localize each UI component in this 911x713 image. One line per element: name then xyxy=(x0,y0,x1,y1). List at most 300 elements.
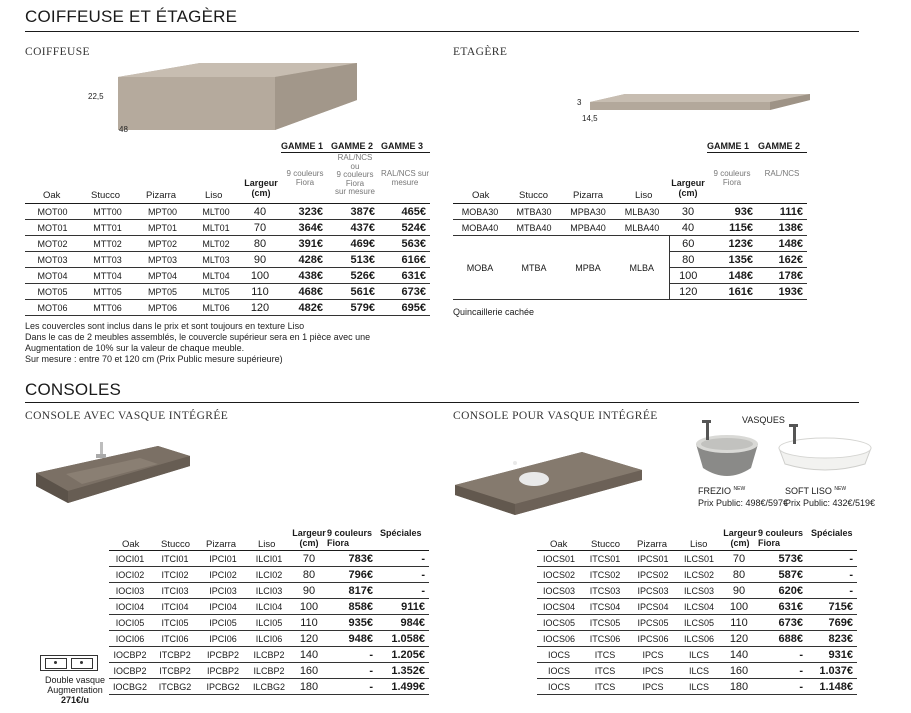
product-code: MTBA40 xyxy=(507,220,561,236)
product-code: IPCS xyxy=(629,679,677,695)
product-code: MLT05 xyxy=(190,284,242,300)
product-code: ILCBG2 xyxy=(247,679,291,695)
product-code: MOT05 xyxy=(25,284,80,300)
price-value: - xyxy=(757,647,807,663)
width-value: 80 xyxy=(669,252,707,268)
console-vasque-label: CONSOLE AVEC VASQUE INTÉGRÉE xyxy=(25,410,229,422)
product-code: ITCS01 xyxy=(581,551,629,567)
price-value: 688€ xyxy=(757,631,807,647)
coiffeuse-col-largeur: Largeur (cm) xyxy=(244,178,278,198)
col-oak: Oak xyxy=(43,190,61,201)
product-code: MPBA30 xyxy=(561,204,615,220)
g2-sub-line: Fiora xyxy=(345,178,365,188)
price-value: 931€ xyxy=(807,647,857,663)
price-value: - xyxy=(757,663,807,679)
console-pour-vasque-product-image xyxy=(452,440,652,525)
product-code: ITCI02 xyxy=(151,567,199,583)
product-code: ILCBP2 xyxy=(247,663,291,679)
double-vasque-icon xyxy=(40,655,98,671)
product-code: ITCI05 xyxy=(151,615,199,631)
price-value: 465€ xyxy=(379,204,430,220)
price-value: 561€ xyxy=(327,284,379,300)
coiffeuse-g2-sub xyxy=(329,154,381,197)
price-value: - xyxy=(377,583,429,599)
product-code: MOBA40 xyxy=(453,220,507,236)
product-code: IPCS04 xyxy=(629,599,677,615)
double-vasque-note xyxy=(38,675,112,705)
product-code: IOCI02 xyxy=(109,567,151,583)
product-code: MOT01 xyxy=(25,220,80,236)
price-value: 817€ xyxy=(327,583,377,599)
etagere-col-largeur: Largeur (cm) xyxy=(671,178,705,198)
table-row xyxy=(537,647,857,663)
coiffeuse-g3-sub: RAL/NCS sur mesure xyxy=(381,169,430,187)
console-vasque-table xyxy=(109,551,429,695)
product-code: IPCI06 xyxy=(199,631,247,647)
col-fiora: 9 couleurs Fiora xyxy=(758,528,804,548)
price-value: 178€ xyxy=(757,268,807,284)
product-code: IPCI02 xyxy=(199,567,247,583)
price-value: - xyxy=(377,567,429,583)
width-value: 110 xyxy=(291,615,327,631)
product-code: IOCS06 xyxy=(537,631,581,647)
product-code: ILCI02 xyxy=(247,567,291,583)
price-value: 823€ xyxy=(807,631,857,647)
softliso-label: SOFT LISO xyxy=(785,486,832,496)
product-code: MPT03 xyxy=(135,252,190,268)
product-code: IPCI05 xyxy=(199,615,247,631)
console-pour-vasque-table xyxy=(537,551,857,695)
console-pour-vasque-label: CONSOLE POUR VASQUE INTÉGRÉE xyxy=(453,410,658,422)
width-value: 100 xyxy=(669,268,707,284)
table-row xyxy=(453,220,807,236)
product-code: MLT01 xyxy=(190,220,242,236)
table-row xyxy=(109,679,429,695)
g2-sub-line: RAL/NCS xyxy=(337,153,373,162)
product-code: IOCI04 xyxy=(109,599,151,615)
price-value: 123€ xyxy=(707,236,757,252)
softliso-new-badge: NEW xyxy=(834,486,847,492)
double-vasque-line: Augmentation xyxy=(47,685,103,695)
product-code: IOCS02 xyxy=(537,567,581,583)
product-code: ILCS01 xyxy=(677,551,721,567)
price-value: 115€ xyxy=(707,220,757,236)
product-code: MLT00 xyxy=(190,204,242,220)
product-code: MPT01 xyxy=(135,220,190,236)
price-value: 1.352€ xyxy=(377,663,429,679)
note-line: Dans le cas de 2 meubles assemblés, le couvercle supérieur sera en 1 pièce avec une xyxy=(25,332,371,342)
product-code: IOCS05 xyxy=(537,615,581,631)
width-value: 160 xyxy=(291,663,327,679)
product-code: MTBA30 xyxy=(507,204,561,220)
product-code: MTT06 xyxy=(80,300,135,316)
product-code: ITCBG2 xyxy=(151,679,199,695)
table-row xyxy=(109,631,429,647)
product-code: ITCS05 xyxy=(581,615,629,631)
product-code: IOCS xyxy=(537,663,581,679)
col-largeur: Largeur (cm) xyxy=(292,528,326,548)
coiffeuse-dim-height: 22,5 xyxy=(88,92,104,101)
price-value: - xyxy=(327,647,377,663)
product-code: MOT03 xyxy=(25,252,80,268)
product-code: ITCS04 xyxy=(581,599,629,615)
table-row xyxy=(25,268,430,284)
product-code: ITCBP2 xyxy=(151,663,199,679)
softliso-name xyxy=(785,486,846,496)
product-code: MPBA xyxy=(561,236,615,300)
console-vasque-product-image xyxy=(30,428,200,518)
product-code: IOCBP2 xyxy=(109,647,151,663)
price-value: 587€ xyxy=(757,567,807,583)
table-row xyxy=(537,631,857,647)
price-value: 323€ xyxy=(278,204,327,220)
product-code: IOCBG2 xyxy=(109,679,151,695)
price-value: 468€ xyxy=(278,284,327,300)
product-code: MLBA xyxy=(615,236,669,300)
price-value: 135€ xyxy=(707,252,757,268)
table-row xyxy=(453,236,807,252)
price-value: 715€ xyxy=(807,599,857,615)
table-row xyxy=(537,615,857,631)
col-oak: Oak xyxy=(550,539,568,550)
vasques-product-images xyxy=(693,418,893,486)
frezio-label: FREZIO xyxy=(698,486,731,496)
price-value: 573€ xyxy=(757,551,807,567)
section-title-coiffeuse-etagere: COIFFEUSE ET ÉTAGÈRE xyxy=(25,7,238,26)
table-row xyxy=(25,236,430,252)
coiffeuse-table xyxy=(25,204,430,316)
product-code: IPCS02 xyxy=(629,567,677,583)
price-value: 769€ xyxy=(807,615,857,631)
product-code: IPCS xyxy=(629,647,677,663)
width-value: 140 xyxy=(721,647,757,663)
col-speciales: Spéciales xyxy=(811,528,853,538)
col-liso: Liso xyxy=(258,539,276,550)
etagere-dim-height: 3 xyxy=(577,98,582,107)
product-code: ITCI03 xyxy=(151,583,199,599)
product-code: MOT00 xyxy=(25,204,80,220)
col-stucco: Stucco xyxy=(91,190,121,201)
product-code: ILCS02 xyxy=(677,567,721,583)
product-code: MLT06 xyxy=(190,300,242,316)
product-code: IPCI03 xyxy=(199,583,247,599)
note-line: Sur mesure : entre 70 et 120 cm (Prix Public mesure supérieure) xyxy=(25,354,283,364)
product-code: ITCI01 xyxy=(151,551,199,567)
width-value: 80 xyxy=(242,236,278,252)
etagere-g1-sub: 9 couleurs Fiora xyxy=(713,169,751,187)
price-value: 1.499€ xyxy=(377,679,429,695)
table-row xyxy=(25,284,430,300)
width-value: 30 xyxy=(669,204,707,220)
product-code: ITCS xyxy=(581,663,629,679)
width-value: 70 xyxy=(291,551,327,567)
product-code: IOCS04 xyxy=(537,599,581,615)
col-pizarra: Pizarra xyxy=(573,190,604,201)
product-code: IOCS01 xyxy=(537,551,581,567)
frezio-new-badge: NEW xyxy=(733,486,746,492)
price-value: 935€ xyxy=(327,615,377,631)
price-value: 438€ xyxy=(278,268,327,284)
width-value: 100 xyxy=(291,599,327,615)
price-value: 193€ xyxy=(757,284,807,300)
col-largeur: Largeur (cm) xyxy=(723,528,757,548)
coiffeuse-gamme-1: GAMME 1 xyxy=(281,141,324,151)
product-code: ILCS xyxy=(677,679,721,695)
col-stucco: Stucco xyxy=(519,190,549,201)
width-value: 90 xyxy=(291,583,327,599)
product-code: MOT02 xyxy=(25,236,80,252)
table-row xyxy=(109,551,429,567)
frezio-name xyxy=(698,486,745,496)
price-value: 579€ xyxy=(327,300,379,316)
product-code: IPCBP2 xyxy=(199,647,247,663)
price-value: - xyxy=(327,679,377,695)
price-value: 524€ xyxy=(379,220,430,236)
col-liso: Liso xyxy=(690,539,708,550)
frezio-price: Prix Public: 498€/597€ xyxy=(698,498,789,508)
etagere-dim-depth: 14,5 xyxy=(582,114,598,123)
product-code: IPCBG2 xyxy=(199,679,247,695)
width-value: 60 xyxy=(669,236,707,252)
product-code: ILCI03 xyxy=(247,583,291,599)
product-code: ITCS02 xyxy=(581,567,629,583)
product-code: MOBA xyxy=(453,236,507,300)
product-code: MOT04 xyxy=(25,268,80,284)
etagere-g2-sub: RAL/NCS xyxy=(764,169,800,178)
width-value: 100 xyxy=(242,268,278,284)
col-liso: Liso xyxy=(205,190,223,201)
price-value: 387€ xyxy=(327,204,379,220)
price-value: - xyxy=(807,567,857,583)
product-code: ITCI06 xyxy=(151,631,199,647)
price-value: - xyxy=(807,551,857,567)
product-code: MTBA xyxy=(507,236,561,300)
product-code: IOCS03 xyxy=(537,583,581,599)
price-value: - xyxy=(757,679,807,695)
etagere-table xyxy=(453,204,807,300)
width-value: 140 xyxy=(291,647,327,663)
product-code: ILCS xyxy=(677,663,721,679)
price-value: 391€ xyxy=(278,236,327,252)
note-line: Augmentation de 10% sur la valeur de chaque meuble. xyxy=(25,343,245,353)
price-value: 111€ xyxy=(757,204,807,220)
product-code: ITCBP2 xyxy=(151,647,199,663)
product-code: MTT03 xyxy=(80,252,135,268)
table-row xyxy=(109,599,429,615)
product-code: IPCS xyxy=(629,663,677,679)
price-value: 796€ xyxy=(327,567,377,583)
product-code: ILCI05 xyxy=(247,615,291,631)
price-value: 1.205€ xyxy=(377,647,429,663)
price-value: 437€ xyxy=(327,220,379,236)
price-value: 948€ xyxy=(327,631,377,647)
price-value: 1.058€ xyxy=(377,631,429,647)
vasques-label: VASQUES xyxy=(742,415,785,425)
product-code: IOCS xyxy=(537,679,581,695)
price-value: 1.148€ xyxy=(807,679,857,695)
product-code: MLBA40 xyxy=(615,220,669,236)
product-code: IPCBP2 xyxy=(199,663,247,679)
col-oak: Oak xyxy=(122,539,140,550)
product-code: IPCI01 xyxy=(199,551,247,567)
price-value: 482€ xyxy=(278,300,327,316)
coiffeuse-label: COIFFEUSE xyxy=(25,46,90,58)
table-row xyxy=(537,663,857,679)
price-value: 161€ xyxy=(707,284,757,300)
table-row xyxy=(537,599,857,615)
width-value: 90 xyxy=(721,583,757,599)
width-value: 80 xyxy=(721,567,757,583)
price-value: 526€ xyxy=(327,268,379,284)
price-value: 138€ xyxy=(757,220,807,236)
etagere-gamme-1: GAMME 1 xyxy=(707,141,750,151)
etagere-label: ETAGÈRE xyxy=(453,46,508,58)
coiffeuse-dim-depth: 48 xyxy=(119,125,128,134)
width-value: 180 xyxy=(721,679,757,695)
gamme-rule xyxy=(707,152,807,153)
product-code: IOCI03 xyxy=(109,583,151,599)
product-code: IPCS01 xyxy=(629,551,677,567)
table-row xyxy=(25,300,430,316)
product-code: IOCI05 xyxy=(109,615,151,631)
product-code: MPT04 xyxy=(135,268,190,284)
product-code: MPBA40 xyxy=(561,220,615,236)
product-code: IPCS06 xyxy=(629,631,677,647)
width-value: 80 xyxy=(291,567,327,583)
width-value: 160 xyxy=(721,663,757,679)
product-code: IOCBP2 xyxy=(109,663,151,679)
price-value: 1.037€ xyxy=(807,663,857,679)
table-row xyxy=(109,567,429,583)
product-code: IOCI01 xyxy=(109,551,151,567)
product-code: MTT05 xyxy=(80,284,135,300)
table-row xyxy=(109,647,429,663)
price-value: 148€ xyxy=(707,268,757,284)
product-code: ILCS05 xyxy=(677,615,721,631)
width-value: 90 xyxy=(242,252,278,268)
product-code: MTT02 xyxy=(80,236,135,252)
product-code: ILCBP2 xyxy=(247,647,291,663)
product-code: ILCS03 xyxy=(677,583,721,599)
price-value: 620€ xyxy=(757,583,807,599)
col-speciales: Spéciales xyxy=(380,528,422,538)
product-code: IPCS05 xyxy=(629,615,677,631)
width-value: 180 xyxy=(291,679,327,695)
double-vasque-line: Double vasque xyxy=(44,675,106,685)
width-value: 40 xyxy=(669,220,707,236)
product-code: MLT03 xyxy=(190,252,242,268)
note-line: Les couvercles sont inclus dans le prix et sont toujours en texture Liso xyxy=(25,321,305,331)
etagere-product-image xyxy=(585,88,815,118)
width-value: 70 xyxy=(242,220,278,236)
table-row xyxy=(537,567,857,583)
price-value: 616€ xyxy=(379,252,430,268)
price-value: 162€ xyxy=(757,252,807,268)
product-code: MTT01 xyxy=(80,220,135,236)
product-code: MTT00 xyxy=(80,204,135,220)
price-value: 783€ xyxy=(327,551,377,567)
section-title-consoles: CONSOLES xyxy=(25,380,122,399)
product-code: MPT05 xyxy=(135,284,190,300)
price-value: 858€ xyxy=(327,599,377,615)
price-value: 563€ xyxy=(379,236,430,252)
price-value: 673€ xyxy=(757,615,807,631)
softliso-price: Prix Public: 432€/519€ xyxy=(785,498,876,508)
product-code: ITCI04 xyxy=(151,599,199,615)
table-row xyxy=(25,220,430,236)
product-code: MPT06 xyxy=(135,300,190,316)
g2-sub-line: sur mesure xyxy=(334,187,375,196)
product-code: ITCS xyxy=(581,647,629,663)
col-pizarra: Pizarra xyxy=(146,190,177,201)
table-row xyxy=(537,551,857,567)
width-value: 100 xyxy=(721,599,757,615)
product-code: MOT06 xyxy=(25,300,80,316)
width-value: 120 xyxy=(242,300,278,316)
width-value: 120 xyxy=(721,631,757,647)
width-value: 70 xyxy=(721,551,757,567)
width-value: 120 xyxy=(291,631,327,647)
table-row xyxy=(25,204,430,220)
product-code: ITCS03 xyxy=(581,583,629,599)
col-stucco: Stucco xyxy=(591,539,621,550)
product-code: IOCS xyxy=(537,647,581,663)
width-value: 120 xyxy=(669,284,707,300)
product-code: IOCI06 xyxy=(109,631,151,647)
section-rule xyxy=(25,31,859,32)
double-vasque-price: 271€/u xyxy=(60,695,90,705)
product-code: ITCS06 xyxy=(581,631,629,647)
price-value: 673€ xyxy=(379,284,430,300)
product-code: MOBA30 xyxy=(453,204,507,220)
product-code: ILCS06 xyxy=(677,631,721,647)
table-row xyxy=(537,583,857,599)
g2-sub-line: 9 couleurs xyxy=(336,170,374,179)
col-fiora: 9 couleurs Fiora xyxy=(327,528,373,548)
price-value: 148€ xyxy=(757,236,807,252)
product-code: IPCI04 xyxy=(199,599,247,615)
price-value: 984€ xyxy=(377,615,429,631)
product-code: MLT02 xyxy=(190,236,242,252)
price-value: - xyxy=(377,551,429,567)
price-value: 364€ xyxy=(278,220,327,236)
col-stucco: Stucco xyxy=(161,539,191,550)
table-row xyxy=(537,679,857,695)
coiffeuse-gamme-2: GAMME 2 xyxy=(331,141,374,151)
product-code: ILCI06 xyxy=(247,631,291,647)
coiffeuse-gamme-3: GAMME 3 xyxy=(381,141,424,151)
product-code: MLT04 xyxy=(190,268,242,284)
product-code: ILCS04 xyxy=(677,599,721,615)
price-value: 631€ xyxy=(757,599,807,615)
width-value: 110 xyxy=(242,284,278,300)
product-code: ILCI04 xyxy=(247,599,291,615)
col-pizarra: Pizarra xyxy=(206,539,237,550)
price-value: 428€ xyxy=(278,252,327,268)
price-value: 631€ xyxy=(379,268,430,284)
product-code: MPT02 xyxy=(135,236,190,252)
coiffeuse-product-image xyxy=(85,55,365,135)
col-liso: Liso xyxy=(635,190,653,201)
product-code: ILCI01 xyxy=(247,551,291,567)
table-row xyxy=(109,615,429,631)
table-row xyxy=(453,204,807,220)
etagere-gamme-2: GAMME 2 xyxy=(758,141,801,151)
width-value: 110 xyxy=(721,615,757,631)
price-value: 513€ xyxy=(327,252,379,268)
product-code: ILCS xyxy=(677,647,721,663)
price-value: - xyxy=(327,663,377,679)
